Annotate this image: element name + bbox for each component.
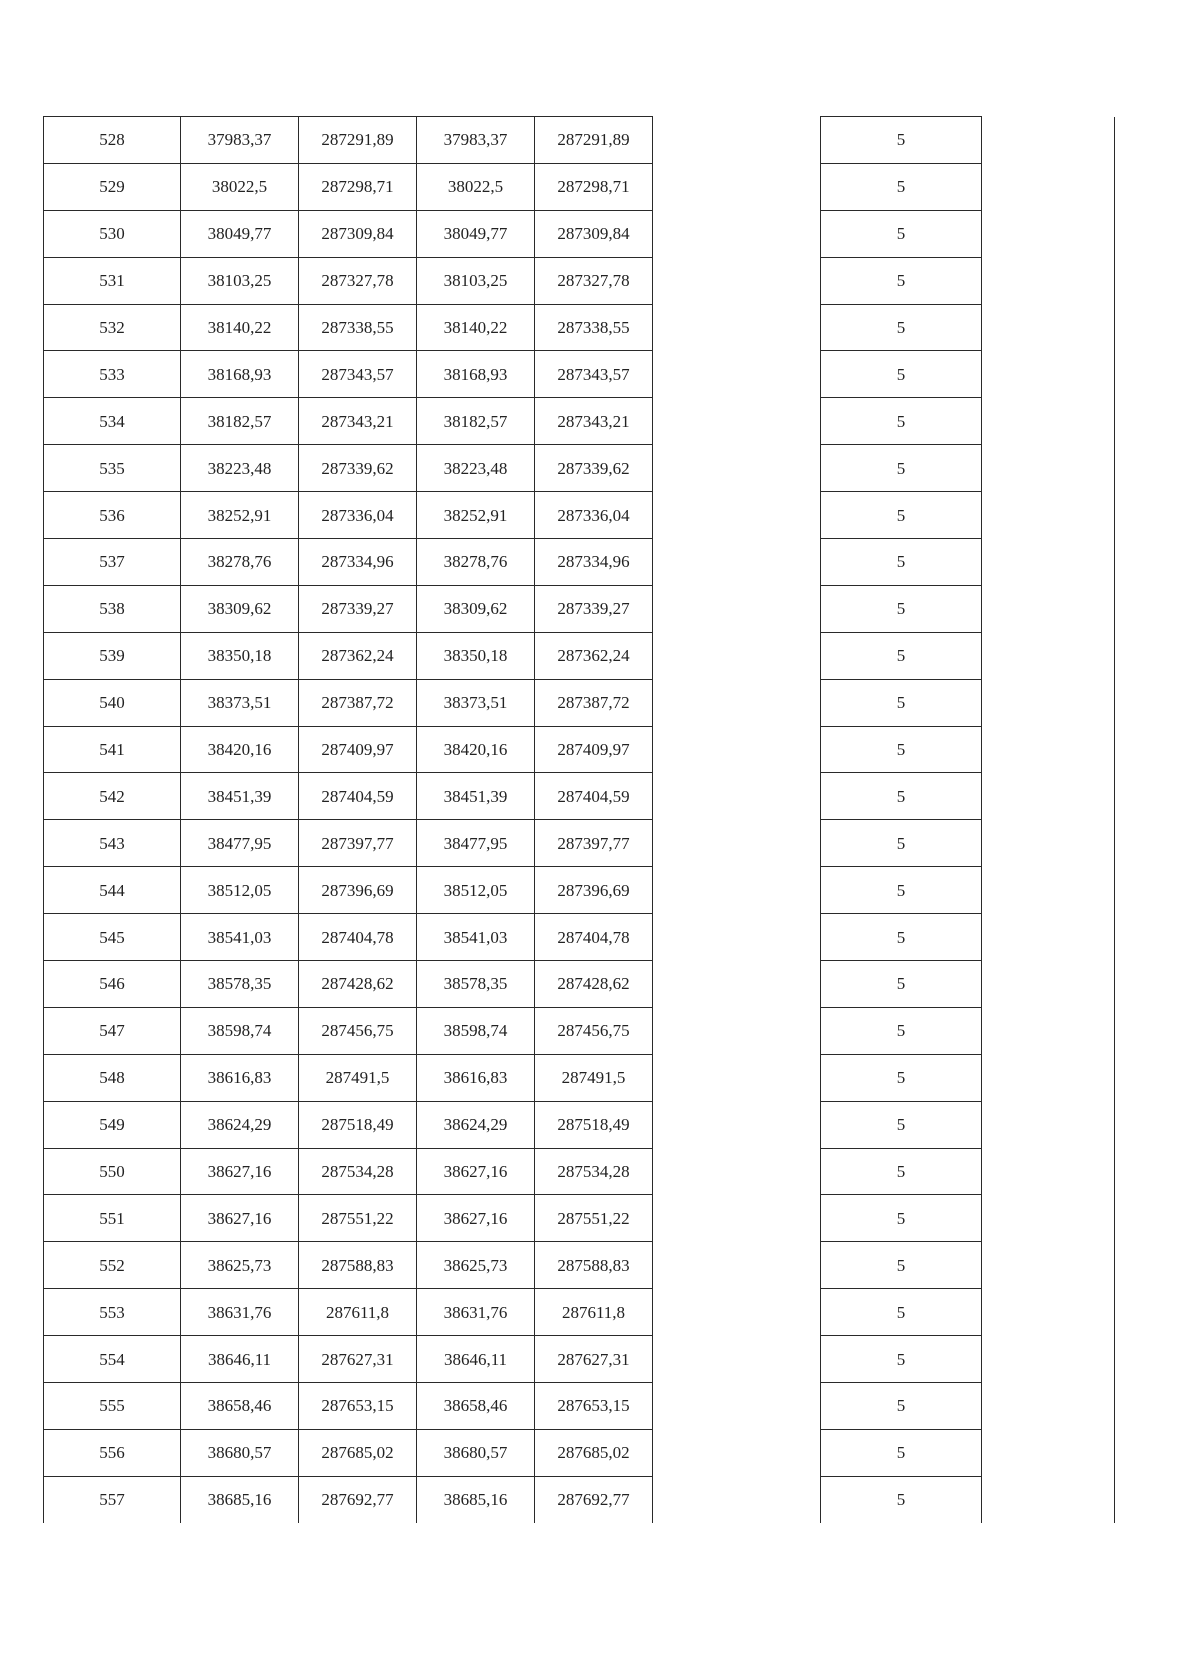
value-cell: 5 — [821, 1054, 982, 1101]
point-number-cell: 537 — [44, 539, 181, 586]
point-number-cell: 543 — [44, 820, 181, 867]
value-cell: 5 — [821, 632, 982, 679]
x-coordinate-cell: 38646,11 — [181, 1336, 299, 1383]
y-coordinate-repeat-cell: 287404,59 — [535, 773, 653, 820]
table-row — [44, 210, 1115, 257]
blank-gap-cell — [653, 539, 821, 586]
x-coordinate-cell: 38658,46 — [181, 1383, 299, 1430]
value-cell: 5 — [821, 867, 982, 914]
blank-gap-cell — [653, 961, 821, 1008]
value-cell: 5 — [821, 445, 982, 492]
value-cell: 5 — [821, 1148, 982, 1195]
y-coordinate-cell: 287309,84 — [299, 210, 417, 257]
y-coordinate-cell: 287404,78 — [299, 914, 417, 961]
blank-last-cell — [982, 1336, 1115, 1383]
table-row — [44, 1289, 1115, 1336]
blank-last-cell — [982, 210, 1115, 257]
y-coordinate-repeat-cell: 287338,55 — [535, 304, 653, 351]
blank-last-cell — [982, 1101, 1115, 1148]
x-coordinate-repeat-cell: 38685,16 — [417, 1476, 535, 1522]
point-number-cell: 554 — [44, 1336, 181, 1383]
x-coordinate-repeat-cell: 38512,05 — [417, 867, 535, 914]
blank-gap-cell — [653, 632, 821, 679]
blank-last-cell — [982, 1476, 1115, 1522]
table-row — [44, 257, 1115, 304]
blank-gap-cell — [653, 1476, 821, 1522]
blank-last-cell — [982, 961, 1115, 1008]
y-coordinate-cell: 287327,78 — [299, 257, 417, 304]
table-row — [44, 1476, 1115, 1522]
value-cell: 5 — [821, 961, 982, 1008]
value-cell: 5 — [821, 1195, 982, 1242]
value-cell: 5 — [821, 1007, 982, 1054]
blank-last-cell — [982, 585, 1115, 632]
y-coordinate-repeat-cell: 287653,15 — [535, 1383, 653, 1430]
y-coordinate-repeat-cell: 287309,84 — [535, 210, 653, 257]
x-coordinate-repeat-cell: 38168,93 — [417, 351, 535, 398]
blank-last-cell — [982, 398, 1115, 445]
x-coordinate-cell: 38420,16 — [181, 726, 299, 773]
blank-gap-cell — [653, 773, 821, 820]
point-number-cell: 545 — [44, 914, 181, 961]
blank-last-cell — [982, 820, 1115, 867]
x-coordinate-repeat-cell: 38350,18 — [417, 632, 535, 679]
value-cell: 5 — [821, 257, 982, 304]
table-row — [44, 1195, 1115, 1242]
x-coordinate-cell: 38512,05 — [181, 867, 299, 914]
y-coordinate-cell: 287343,57 — [299, 351, 417, 398]
table-row — [44, 585, 1115, 632]
y-coordinate-cell: 287339,62 — [299, 445, 417, 492]
y-coordinate-repeat-cell: 287611,8 — [535, 1289, 653, 1336]
y-coordinate-cell: 287338,55 — [299, 304, 417, 351]
table-row — [44, 304, 1115, 351]
point-number-cell: 550 — [44, 1148, 181, 1195]
x-coordinate-cell: 38168,93 — [181, 351, 299, 398]
value-cell: 5 — [821, 726, 982, 773]
point-number-cell: 547 — [44, 1007, 181, 1054]
x-coordinate-repeat-cell: 38140,22 — [417, 304, 535, 351]
x-coordinate-repeat-cell: 38182,57 — [417, 398, 535, 445]
y-coordinate-repeat-cell: 287327,78 — [535, 257, 653, 304]
x-coordinate-repeat-cell: 38252,91 — [417, 492, 535, 539]
x-coordinate-cell: 38373,51 — [181, 679, 299, 726]
y-coordinate-cell: 287611,8 — [299, 1289, 417, 1336]
blank-gap-cell — [653, 820, 821, 867]
x-coordinate-repeat-cell: 38451,39 — [417, 773, 535, 820]
y-coordinate-repeat-cell: 287491,5 — [535, 1054, 653, 1101]
blank-last-cell — [982, 1429, 1115, 1476]
point-number-cell: 536 — [44, 492, 181, 539]
x-coordinate-cell: 38685,16 — [181, 1476, 299, 1522]
x-coordinate-cell: 38680,57 — [181, 1429, 299, 1476]
y-coordinate-repeat-cell: 287339,62 — [535, 445, 653, 492]
x-coordinate-repeat-cell: 38103,25 — [417, 257, 535, 304]
point-number-cell: 528 — [44, 117, 181, 164]
blank-last-cell — [982, 445, 1115, 492]
blank-last-cell — [982, 257, 1115, 304]
value-cell: 5 — [821, 539, 982, 586]
x-coordinate-cell: 38627,16 — [181, 1195, 299, 1242]
blank-gap-cell — [653, 117, 821, 164]
point-number-cell: 552 — [44, 1242, 181, 1289]
y-coordinate-repeat-cell: 287334,96 — [535, 539, 653, 586]
x-coordinate-cell: 38223,48 — [181, 445, 299, 492]
x-coordinate-cell: 38309,62 — [181, 585, 299, 632]
x-coordinate-cell: 38625,73 — [181, 1242, 299, 1289]
blank-gap-cell — [653, 1289, 821, 1336]
blank-last-cell — [982, 726, 1115, 773]
y-coordinate-repeat-cell: 287362,24 — [535, 632, 653, 679]
table-row — [44, 679, 1115, 726]
y-coordinate-cell: 287336,04 — [299, 492, 417, 539]
blank-last-cell — [982, 492, 1115, 539]
y-coordinate-repeat-cell: 287339,27 — [535, 585, 653, 632]
blank-gap-cell — [653, 351, 821, 398]
point-number-cell: 549 — [44, 1101, 181, 1148]
table-row — [44, 1242, 1115, 1289]
x-coordinate-repeat-cell: 38223,48 — [417, 445, 535, 492]
value-cell: 5 — [821, 1289, 982, 1336]
value-cell: 5 — [821, 585, 982, 632]
point-number-cell: 548 — [44, 1054, 181, 1101]
blank-last-cell — [982, 1195, 1115, 1242]
blank-gap-cell — [653, 1429, 821, 1476]
x-coordinate-repeat-cell: 38627,16 — [417, 1148, 535, 1195]
x-coordinate-repeat-cell: 38616,83 — [417, 1054, 535, 1101]
point-number-cell: 530 — [44, 210, 181, 257]
x-coordinate-repeat-cell: 38420,16 — [417, 726, 535, 773]
blank-last-cell — [982, 1242, 1115, 1289]
x-coordinate-repeat-cell: 38309,62 — [417, 585, 535, 632]
blank-last-cell — [982, 1383, 1115, 1430]
value-cell: 5 — [821, 1101, 982, 1148]
x-coordinate-repeat-cell: 38578,35 — [417, 961, 535, 1008]
blank-last-cell — [982, 1148, 1115, 1195]
y-coordinate-repeat-cell: 287456,75 — [535, 1007, 653, 1054]
value-cell: 5 — [821, 679, 982, 726]
y-coordinate-cell: 287343,21 — [299, 398, 417, 445]
point-number-cell: 532 — [44, 304, 181, 351]
blank-gap-cell — [653, 1242, 821, 1289]
y-coordinate-cell: 287491,5 — [299, 1054, 417, 1101]
x-coordinate-cell: 38451,39 — [181, 773, 299, 820]
value-cell: 5 — [821, 1429, 982, 1476]
blank-last-cell — [982, 539, 1115, 586]
table-row — [44, 961, 1115, 1008]
y-coordinate-cell: 287396,69 — [299, 867, 417, 914]
blank-gap-cell — [653, 1007, 821, 1054]
point-number-cell: 531 — [44, 257, 181, 304]
blank-gap-cell — [653, 1336, 821, 1383]
y-coordinate-repeat-cell: 287298,71 — [535, 163, 653, 210]
blank-gap-cell — [653, 726, 821, 773]
x-coordinate-cell: 38624,29 — [181, 1101, 299, 1148]
x-coordinate-cell: 38477,95 — [181, 820, 299, 867]
blank-last-cell — [982, 351, 1115, 398]
y-coordinate-cell: 287692,77 — [299, 1476, 417, 1522]
point-number-cell: 540 — [44, 679, 181, 726]
table-row — [44, 726, 1115, 773]
point-number-cell: 539 — [44, 632, 181, 679]
x-coordinate-cell: 38578,35 — [181, 961, 299, 1008]
blank-last-cell — [982, 679, 1115, 726]
value-cell: 5 — [821, 1383, 982, 1430]
blank-last-cell — [982, 1289, 1115, 1336]
table-row — [44, 1054, 1115, 1101]
x-coordinate-cell: 38627,16 — [181, 1148, 299, 1195]
blank-last-cell — [982, 773, 1115, 820]
blank-last-cell — [982, 914, 1115, 961]
y-coordinate-repeat-cell: 287387,72 — [535, 679, 653, 726]
y-coordinate-cell: 287627,31 — [299, 1336, 417, 1383]
x-coordinate-cell: 38140,22 — [181, 304, 299, 351]
table-row — [44, 820, 1115, 867]
table-row — [44, 163, 1115, 210]
table-body — [44, 117, 1115, 1523]
x-coordinate-cell: 38350,18 — [181, 632, 299, 679]
point-number-cell: 533 — [44, 351, 181, 398]
blank-gap-cell — [653, 492, 821, 539]
blank-gap-cell — [653, 304, 821, 351]
table-row — [44, 1383, 1115, 1430]
point-number-cell: 551 — [44, 1195, 181, 1242]
blank-gap-cell — [653, 1148, 821, 1195]
x-coordinate-repeat-cell: 37983,37 — [417, 117, 535, 164]
blank-last-cell — [982, 304, 1115, 351]
y-coordinate-repeat-cell: 287397,77 — [535, 820, 653, 867]
blank-gap-cell — [653, 257, 821, 304]
y-coordinate-repeat-cell: 287627,31 — [535, 1336, 653, 1383]
blank-gap-cell — [653, 163, 821, 210]
x-coordinate-cell: 38541,03 — [181, 914, 299, 961]
y-coordinate-repeat-cell: 287428,62 — [535, 961, 653, 1008]
y-coordinate-repeat-cell: 287518,49 — [535, 1101, 653, 1148]
x-coordinate-repeat-cell: 38658,46 — [417, 1383, 535, 1430]
y-coordinate-cell: 287404,59 — [299, 773, 417, 820]
x-coordinate-cell: 38252,91 — [181, 492, 299, 539]
y-coordinate-repeat-cell: 287343,21 — [535, 398, 653, 445]
point-number-cell: 529 — [44, 163, 181, 210]
x-coordinate-repeat-cell: 38477,95 — [417, 820, 535, 867]
x-coordinate-cell: 38103,25 — [181, 257, 299, 304]
x-coordinate-repeat-cell: 38049,77 — [417, 210, 535, 257]
y-coordinate-cell: 287397,77 — [299, 820, 417, 867]
value-cell: 5 — [821, 492, 982, 539]
y-coordinate-repeat-cell: 287336,04 — [535, 492, 653, 539]
y-coordinate-repeat-cell: 287685,02 — [535, 1429, 653, 1476]
blank-gap-cell — [653, 398, 821, 445]
blank-gap-cell — [653, 1383, 821, 1430]
y-coordinate-cell: 287653,15 — [299, 1383, 417, 1430]
x-coordinate-repeat-cell: 38646,11 — [417, 1336, 535, 1383]
x-coordinate-repeat-cell: 38680,57 — [417, 1429, 535, 1476]
table-row — [44, 398, 1115, 445]
point-number-cell: 553 — [44, 1289, 181, 1336]
y-coordinate-cell: 287456,75 — [299, 1007, 417, 1054]
y-coordinate-repeat-cell: 287588,83 — [535, 1242, 653, 1289]
blank-gap-cell — [653, 867, 821, 914]
table-row — [44, 1148, 1115, 1195]
x-coordinate-cell: 38278,76 — [181, 539, 299, 586]
y-coordinate-cell: 287588,83 — [299, 1242, 417, 1289]
value-cell: 5 — [821, 1242, 982, 1289]
table-row — [44, 1429, 1115, 1476]
point-number-cell: 546 — [44, 961, 181, 1008]
y-coordinate-cell: 287534,28 — [299, 1148, 417, 1195]
x-coordinate-cell: 38182,57 — [181, 398, 299, 445]
y-coordinate-cell: 287339,27 — [299, 585, 417, 632]
x-coordinate-cell: 38616,83 — [181, 1054, 299, 1101]
point-number-cell: 534 — [44, 398, 181, 445]
x-coordinate-repeat-cell: 38624,29 — [417, 1101, 535, 1148]
y-coordinate-cell: 287387,72 — [299, 679, 417, 726]
blank-gap-cell — [653, 1101, 821, 1148]
x-coordinate-repeat-cell: 38598,74 — [417, 1007, 535, 1054]
point-number-cell: 538 — [44, 585, 181, 632]
y-coordinate-repeat-cell: 287396,69 — [535, 867, 653, 914]
table-row — [44, 117, 1115, 164]
y-coordinate-repeat-cell: 287343,57 — [535, 351, 653, 398]
blank-last-cell — [982, 1054, 1115, 1101]
y-coordinate-cell: 287291,89 — [299, 117, 417, 164]
value-cell: 5 — [821, 914, 982, 961]
y-coordinate-cell: 287362,24 — [299, 632, 417, 679]
table-row — [44, 539, 1115, 586]
y-coordinate-cell: 287518,49 — [299, 1101, 417, 1148]
value-cell: 5 — [821, 1336, 982, 1383]
y-coordinate-repeat-cell: 287291,89 — [535, 117, 653, 164]
table-row — [44, 632, 1115, 679]
y-coordinate-cell: 287334,96 — [299, 539, 417, 586]
value-cell: 5 — [821, 820, 982, 867]
value-cell: 5 — [821, 117, 982, 164]
value-cell: 5 — [821, 398, 982, 445]
blank-gap-cell — [653, 1195, 821, 1242]
table-row — [44, 351, 1115, 398]
blank-last-cell — [982, 1007, 1115, 1054]
point-number-cell: 542 — [44, 773, 181, 820]
x-coordinate-repeat-cell: 38278,76 — [417, 539, 535, 586]
table-row — [44, 1007, 1115, 1054]
x-coordinate-cell: 38598,74 — [181, 1007, 299, 1054]
table-row — [44, 445, 1115, 492]
blank-gap-cell — [653, 914, 821, 961]
point-number-cell: 544 — [44, 867, 181, 914]
y-coordinate-repeat-cell: 287551,22 — [535, 1195, 653, 1242]
blank-last-cell — [982, 867, 1115, 914]
blank-last-cell — [982, 117, 1115, 164]
y-coordinate-cell: 287298,71 — [299, 163, 417, 210]
x-coordinate-repeat-cell: 38022,5 — [417, 163, 535, 210]
table-row — [44, 914, 1115, 961]
blank-gap-cell — [653, 210, 821, 257]
table-row — [44, 1101, 1115, 1148]
value-cell: 5 — [821, 304, 982, 351]
point-number-cell: 541 — [44, 726, 181, 773]
value-cell: 5 — [821, 773, 982, 820]
x-coordinate-repeat-cell: 38631,76 — [417, 1289, 535, 1336]
value-cell: 5 — [821, 163, 982, 210]
x-coordinate-cell: 37983,37 — [181, 117, 299, 164]
table-row — [44, 492, 1115, 539]
point-number-cell: 535 — [44, 445, 181, 492]
point-number-cell: 555 — [44, 1383, 181, 1430]
table-row — [44, 1336, 1115, 1383]
y-coordinate-cell: 287428,62 — [299, 961, 417, 1008]
x-coordinate-cell: 38631,76 — [181, 1289, 299, 1336]
x-coordinate-repeat-cell: 38627,16 — [417, 1195, 535, 1242]
blank-last-cell — [982, 632, 1115, 679]
y-coordinate-cell: 287551,22 — [299, 1195, 417, 1242]
x-coordinate-repeat-cell: 38541,03 — [417, 914, 535, 961]
y-coordinate-repeat-cell: 287534,28 — [535, 1148, 653, 1195]
x-coordinate-repeat-cell: 38373,51 — [417, 679, 535, 726]
table-row — [44, 773, 1115, 820]
point-number-cell: 556 — [44, 1429, 181, 1476]
blank-gap-cell — [653, 585, 821, 632]
value-cell: 5 — [821, 1476, 982, 1522]
y-coordinate-cell: 287685,02 — [299, 1429, 417, 1476]
table-row — [44, 867, 1115, 914]
y-coordinate-repeat-cell: 287409,97 — [535, 726, 653, 773]
blank-gap-cell — [653, 679, 821, 726]
x-coordinate-repeat-cell: 38625,73 — [417, 1242, 535, 1289]
blank-last-cell — [982, 163, 1115, 210]
value-cell: 5 — [821, 351, 982, 398]
y-coordinate-repeat-cell: 287404,78 — [535, 914, 653, 961]
coordinates-table — [43, 116, 1115, 1523]
y-coordinate-repeat-cell: 287692,77 — [535, 1476, 653, 1522]
blank-gap-cell — [653, 445, 821, 492]
x-coordinate-cell: 38049,77 — [181, 210, 299, 257]
value-cell: 5 — [821, 210, 982, 257]
y-coordinate-cell: 287409,97 — [299, 726, 417, 773]
blank-gap-cell — [653, 1054, 821, 1101]
x-coordinate-cell: 38022,5 — [181, 163, 299, 210]
point-number-cell: 557 — [44, 1476, 181, 1522]
